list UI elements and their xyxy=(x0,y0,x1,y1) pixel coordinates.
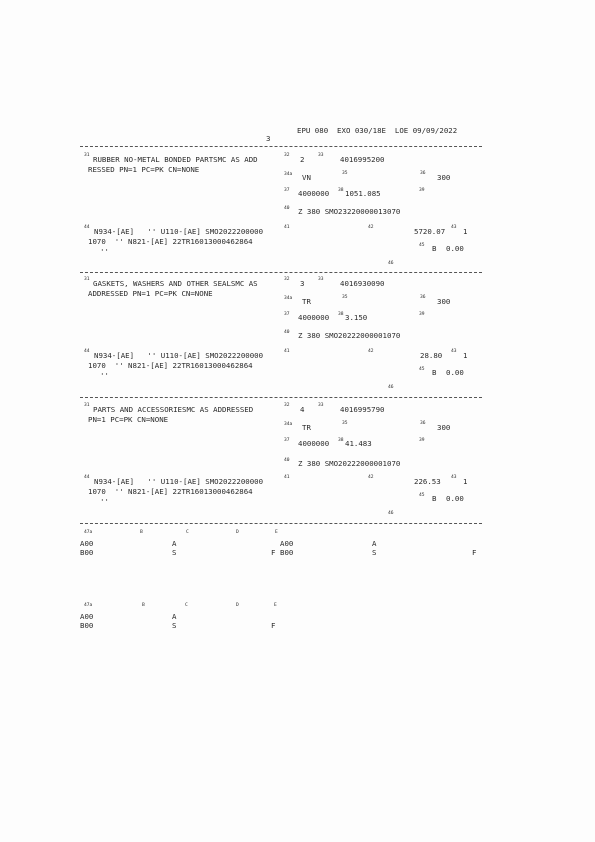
net-mass: 1051.085 xyxy=(345,189,381,198)
box-44-label: 44 xyxy=(84,225,90,230)
box-40-label: 40 xyxy=(284,206,290,211)
tax-f-marker: F xyxy=(472,548,477,557)
valuation-method: 1 xyxy=(463,351,468,360)
box-43-label: 43 xyxy=(451,475,457,480)
item-number: 2 xyxy=(300,155,305,164)
column-label-b: B xyxy=(142,603,145,608)
column-label-d: D xyxy=(236,603,239,608)
additional-documents-line-2: 1070 '' N821-[AE] 22TR16013000462864 xyxy=(88,237,253,246)
additional-documents-line-3: '' xyxy=(100,497,109,506)
box-43-label: 43 xyxy=(451,349,457,354)
box-35-label: 35 xyxy=(342,171,348,176)
column-label-c: C xyxy=(186,530,189,535)
box-38-label: 38 xyxy=(338,438,344,443)
box-39-label: 39 xyxy=(419,438,425,443)
box-45-label: 45 xyxy=(419,243,425,248)
column-label-e: E xyxy=(274,603,277,608)
box-41-label: 41 xyxy=(284,475,290,480)
country-of-origin: TR xyxy=(302,423,311,432)
box-34a-label: 34a xyxy=(284,296,293,301)
item-price: 226.53 xyxy=(414,477,441,486)
box-39-label: 39 xyxy=(419,188,425,193)
box-39-label: 39 xyxy=(419,312,425,317)
commodity-code: 4016995790 xyxy=(340,405,385,414)
box-37-label: 37 xyxy=(284,312,290,317)
goods-description-line-1: PARTS AND ACCESSORIESMC AS ADDRESSED xyxy=(93,405,254,414)
box-32-label: 32 xyxy=(284,277,290,282)
adjustment-value: 0.00 xyxy=(446,244,464,253)
adjustment-code: B xyxy=(432,244,437,253)
box-32-label: 32 xyxy=(284,403,290,408)
box-38-label: 38 xyxy=(338,188,344,193)
item-divider-2 xyxy=(80,397,482,398)
adjustment-code: B xyxy=(432,494,437,503)
item-price: 28.80 xyxy=(420,351,443,360)
goods-description-line-2: ADDRESSED PN=1 PC=PK CN=NONE xyxy=(88,289,213,298)
box-38-label: 38 xyxy=(338,312,344,317)
tax-code-s: S xyxy=(172,621,177,630)
commodity-code: 4016930090 xyxy=(340,279,385,288)
goods-description-line-1: GASKETS, WASHERS AND OTHER SEALSMC AS xyxy=(93,279,258,288)
commodity-code: 4016995200 xyxy=(340,155,385,164)
box-46-label: 46 xyxy=(388,385,394,390)
box-42-label: 42 xyxy=(368,475,374,480)
additional-documents-line-3: '' xyxy=(100,247,109,256)
box-31-label: 31 xyxy=(84,153,90,158)
box-35-label: 35 xyxy=(342,295,348,300)
tax-type-code: B00 xyxy=(280,548,294,557)
column-label-d: D xyxy=(236,530,239,535)
previous-document: Z 380 SMO20222000001070 xyxy=(298,459,401,468)
country-of-origin: VN xyxy=(302,173,311,182)
additional-documents-line-2: 1070 '' N821-[AE] 22TR16013000462864 xyxy=(88,487,253,496)
tax-type-code: A00 xyxy=(80,539,94,548)
valuation-method: 1 xyxy=(463,227,468,236)
box-36-label: 36 xyxy=(420,295,426,300)
box-34a-label: 34a xyxy=(284,172,293,177)
box-37-label: 37 xyxy=(284,438,290,443)
goods-description-line-1: RUBBER NO-METAL BONDED PARTSMC AS ADD xyxy=(93,155,258,164)
box-47a-label: 47a xyxy=(84,530,93,535)
box-41-label: 41 xyxy=(284,225,290,230)
item-number: 3 xyxy=(300,279,305,288)
tax-f-marker: F xyxy=(271,548,276,557)
net-mass: 3.150 xyxy=(345,313,368,322)
column-label-c: C xyxy=(185,603,188,608)
box-41-label: 41 xyxy=(284,349,290,354)
box-33-label: 33 xyxy=(318,277,324,282)
box-47a-label: 47a xyxy=(84,603,93,608)
box-31-label: 31 xyxy=(84,277,90,282)
tax-code-s: S xyxy=(172,548,177,557)
item-number: 4 xyxy=(300,405,305,414)
header-divider xyxy=(80,146,482,147)
previous-document: Z 380 SMO23220000013070 xyxy=(298,207,401,216)
tax-type-code: A00 xyxy=(80,612,94,621)
box-42-label: 42 xyxy=(368,225,374,230)
box-34a-label: 34a xyxy=(284,422,293,427)
previous-document: Z 380 SMO20222000001070 xyxy=(298,331,401,340)
net-mass: 41.483 xyxy=(345,439,372,448)
page-number: 3 xyxy=(266,134,271,143)
preference-value: 300 xyxy=(437,297,451,306)
country-of-origin: TR xyxy=(302,297,311,306)
box-31-label: 31 xyxy=(84,403,90,408)
adjustment-value: 0.00 xyxy=(446,368,464,377)
box-40-label: 40 xyxy=(284,458,290,463)
item-price: 5720.07 xyxy=(414,227,446,236)
reference-line: EPU 080 EXO 030/18E LOE 09/09/2022 xyxy=(297,126,458,135)
additional-documents-line-1: N934-[AE] '' U110-[AE] SMO2022200000 xyxy=(94,351,264,360)
additional-documents-line-1: N934-[AE] '' U110-[AE] SMO2022200000 xyxy=(94,227,264,236)
preference-value: 300 xyxy=(437,423,451,432)
tax-code-a: A xyxy=(172,612,177,621)
box-42-label: 42 xyxy=(368,349,374,354)
tax-code-a: A xyxy=(172,539,177,548)
goods-description-line-2: RESSED PN=1 PC=PK CN=NONE xyxy=(88,165,200,174)
valuation-method: 1 xyxy=(463,477,468,486)
additional-documents-line-1: N934-[AE] '' U110-[AE] SMO2022200000 xyxy=(94,477,264,486)
tax-code-s: S xyxy=(372,548,377,557)
box-33-label: 33 xyxy=(318,153,324,158)
box-44-label: 44 xyxy=(84,349,90,354)
box-36-label: 36 xyxy=(420,421,426,426)
goods-description-line-2: PN=1 PC=PK CN=NONE xyxy=(88,415,169,424)
item-divider-1 xyxy=(80,272,482,273)
adjustment-value: 0.00 xyxy=(446,494,464,503)
box-37-label: 37 xyxy=(284,188,290,193)
tax-type-code: A00 xyxy=(280,539,294,548)
item-divider-3 xyxy=(80,523,482,524)
procedure-code: 4000000 xyxy=(298,439,330,448)
preference-value: 300 xyxy=(437,173,451,182)
tax-f-marker: F xyxy=(271,621,276,630)
procedure-code: 4000000 xyxy=(298,189,330,198)
box-33-label: 33 xyxy=(318,403,324,408)
column-label-e: E xyxy=(275,530,278,535)
box-40-label: 40 xyxy=(284,330,290,335)
tax-code-a: A xyxy=(372,539,377,548)
box-43-label: 43 xyxy=(451,225,457,230)
box-46-label: 46 xyxy=(388,261,394,266)
box-45-label: 45 xyxy=(419,367,425,372)
adjustment-code: B xyxy=(432,368,437,377)
box-44-label: 44 xyxy=(84,475,90,480)
procedure-code: 4000000 xyxy=(298,313,330,322)
column-label-b: B xyxy=(140,530,143,535)
additional-documents-line-2: 1070 '' N821-[AE] 22TR16013000462864 xyxy=(88,361,253,370)
box-36-label: 36 xyxy=(420,171,426,176)
tax-type-code: B00 xyxy=(80,621,94,630)
box-32-label: 32 xyxy=(284,153,290,158)
box-46-label: 46 xyxy=(388,511,394,516)
box-45-label: 45 xyxy=(419,493,425,498)
additional-documents-line-3: '' xyxy=(100,371,109,380)
tax-type-code: B00 xyxy=(80,548,94,557)
box-35-label: 35 xyxy=(342,421,348,426)
